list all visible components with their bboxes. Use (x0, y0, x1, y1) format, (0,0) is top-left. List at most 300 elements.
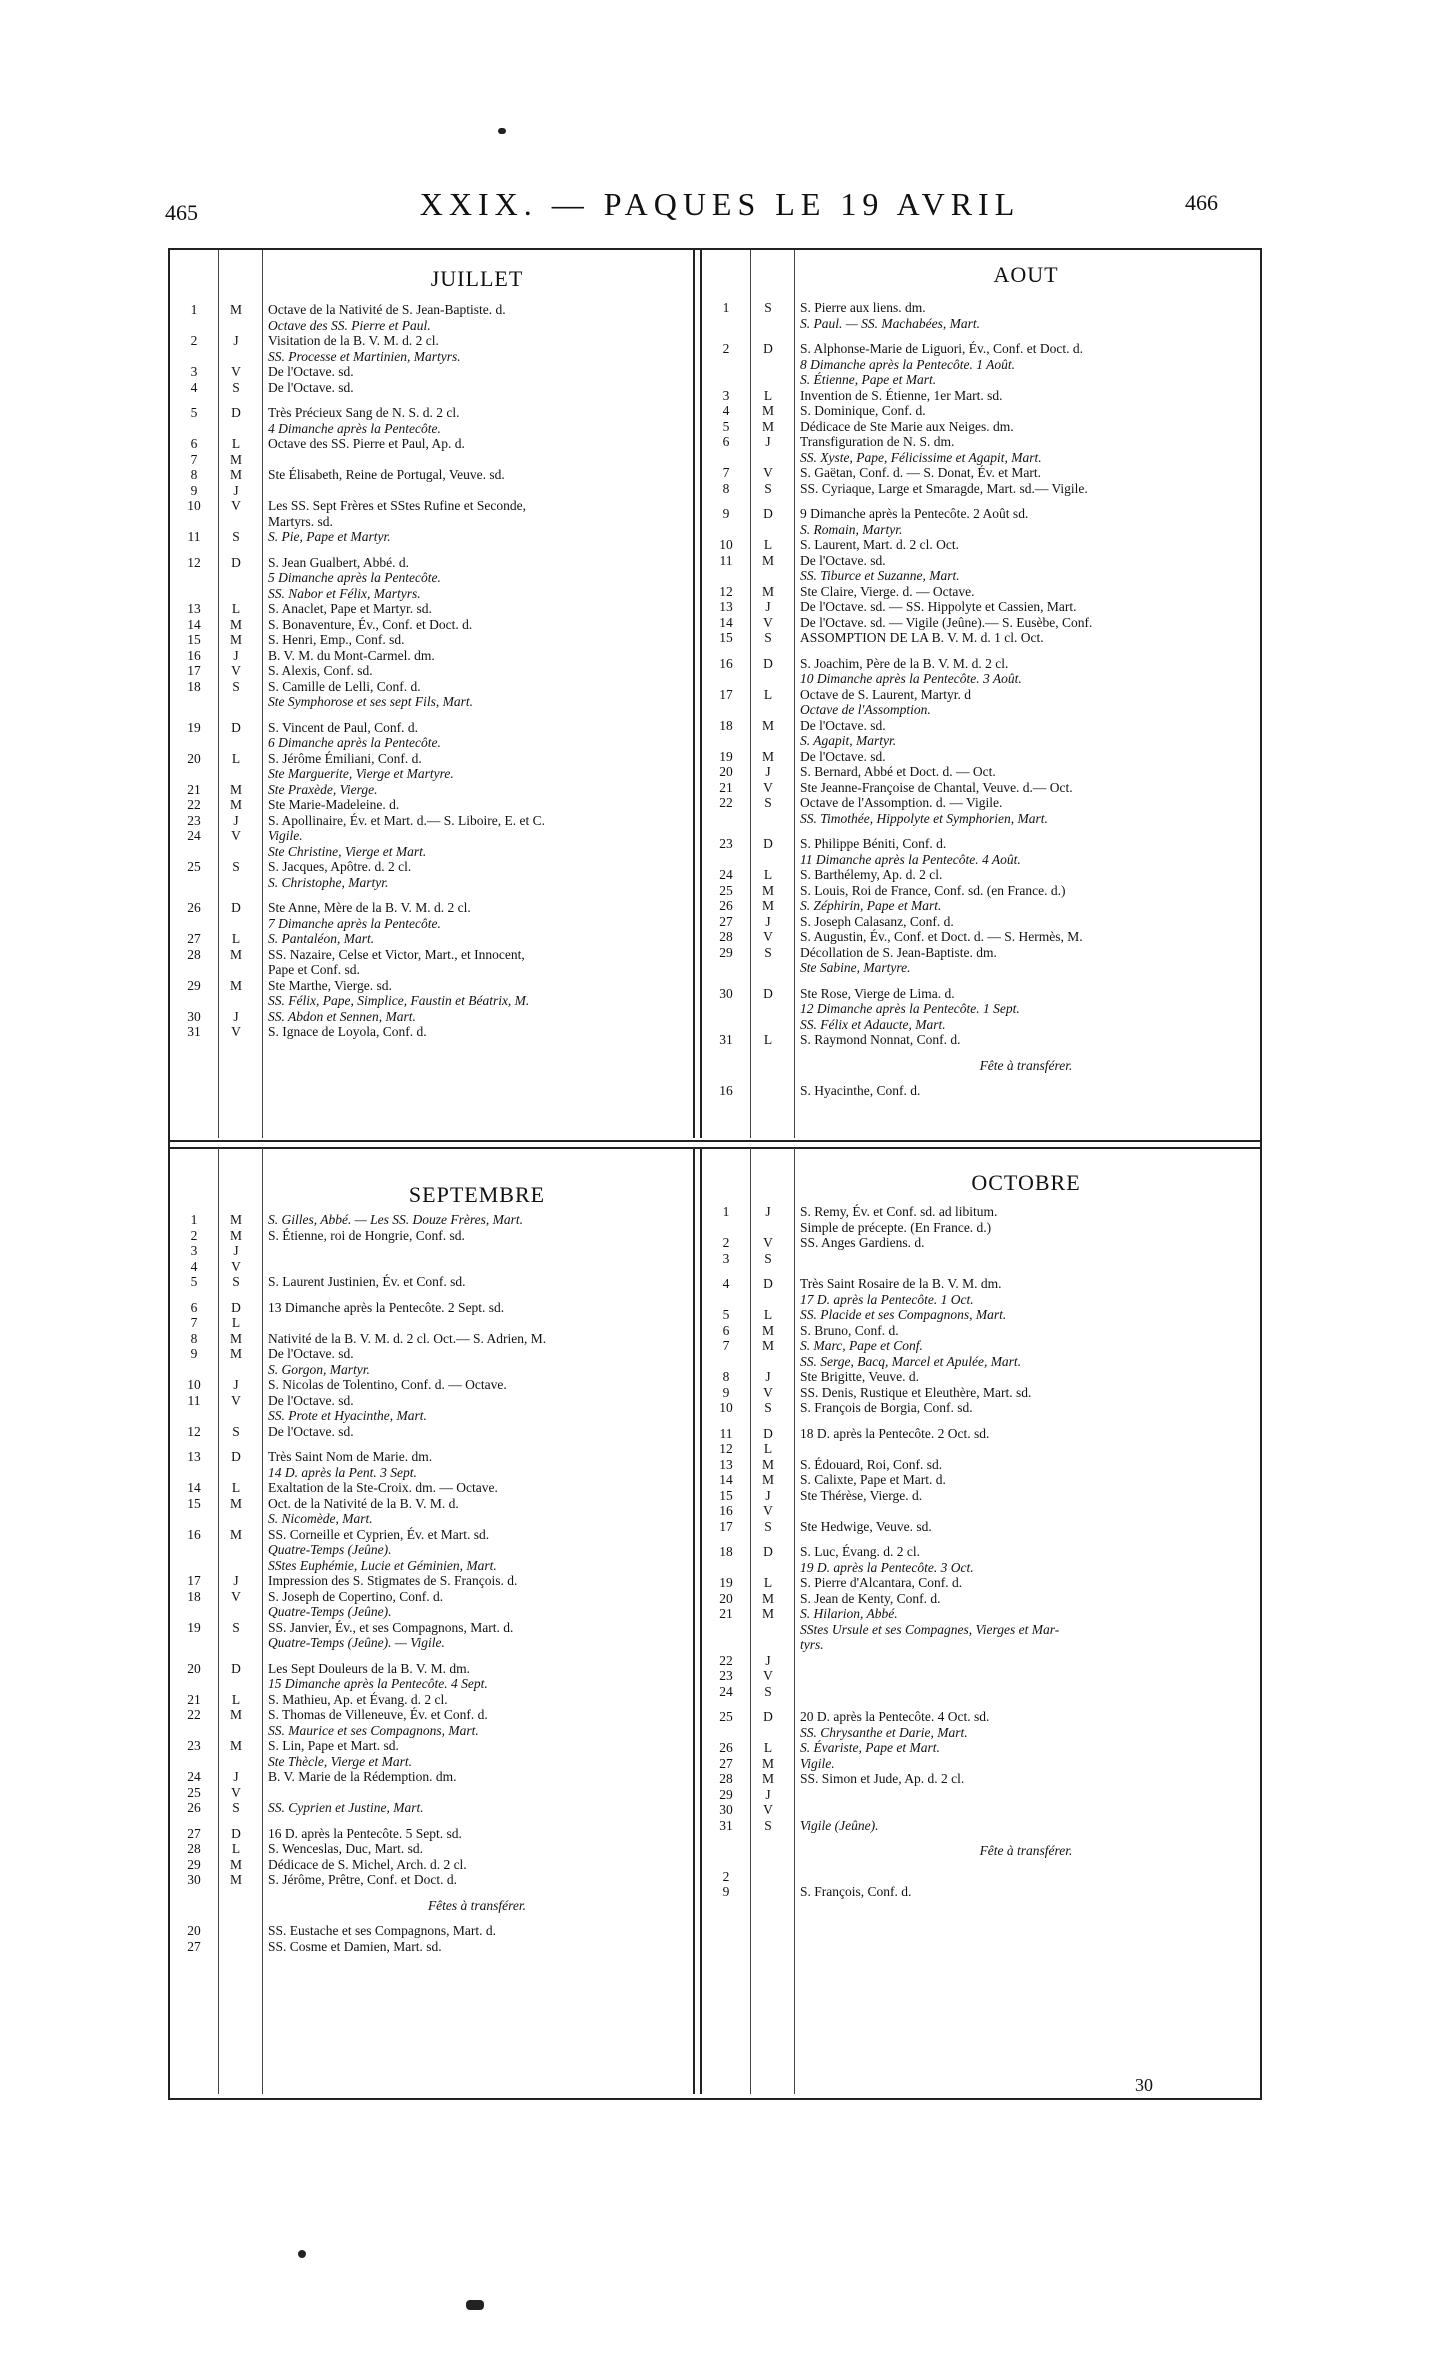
feast-text: S. Gilles, Abbé. — Les SS. Douze Frères, Mart. (268, 1212, 523, 1227)
day-number: 24 (719, 1683, 733, 1699)
left-page-number: 465 (165, 200, 198, 225)
weekday-letter (746, 450, 790, 466)
weekday-letter: M (229, 797, 242, 812)
calendar-entry (702, 718, 1258, 734)
calendar-entry (702, 1276, 1258, 1292)
calendar-entry (702, 986, 1258, 1002)
day-number: 27 (187, 931, 201, 946)
weekday-letter: V (231, 1024, 241, 1039)
day-number: 19 (187, 1619, 201, 1635)
weekday-letter: J (233, 1377, 239, 1392)
feast-text: SStes Euphémie, Lucie et Géminien, Mart. (268, 1557, 497, 1573)
weekday-letter: S (232, 1423, 240, 1439)
feast-text: 6 Dimanche après la Pentecôte. (268, 735, 441, 750)
month-title: SEPTEMBRE (408, 1182, 546, 1207)
weekday-letter: D (231, 719, 241, 735)
weekday-letter (746, 568, 790, 584)
feast-text: SS. Timothée, Hippolyte et Symphorien, Mart. (800, 810, 1048, 826)
row-spacer (702, 1073, 1258, 1083)
day-number (170, 1635, 214, 1651)
day-number: 14 (187, 1480, 201, 1495)
day-number: 16 (187, 647, 201, 663)
weekday-letter: D (763, 506, 773, 521)
feast-text: S. Camille de Lelli, Conf. d. (268, 678, 421, 694)
feast-text: Octave de l'Assomption. d. — Vigile. (800, 795, 1003, 810)
day-number: 20 (187, 1660, 201, 1676)
day-number: 7 (722, 465, 730, 480)
feast-text: Impression des S. Stigmates de S. François. d. (268, 1573, 518, 1588)
feast-text: Fête à transférer. (979, 1057, 1073, 1073)
row-spacer (702, 1699, 1258, 1709)
day-number: 20 (187, 750, 201, 766)
calendar-entry (702, 1709, 1258, 1725)
month-rows (702, 1204, 1258, 1900)
feast-text: Simple de précepte. (En France. d.) (800, 1219, 992, 1235)
feast-text: Octave de l'Assomption. (800, 702, 931, 717)
feast-text: Vigile. (268, 828, 303, 843)
calendar-entry (170, 648, 692, 664)
feast-text: Oct. de la Nativité de la B. V. M. d. (268, 1495, 459, 1511)
day-number: 18 (187, 678, 201, 694)
calendar-entry (702, 1544, 1258, 1560)
feast-text: Décollation de S. Jean-Baptiste. dm. (800, 944, 997, 960)
day-number: 8 (722, 480, 730, 496)
weekday-letter: M (761, 717, 774, 733)
calendar-entry (702, 434, 1258, 450)
calendar-entry (702, 1472, 1258, 1488)
day-number: 25 (719, 882, 733, 898)
calendar-entry (702, 1519, 1258, 1535)
day-number: 3 (190, 364, 198, 379)
calendar-entry (702, 1032, 1258, 1048)
feast-text: S. Étienne, roi de Hongrie, Conf. sd. (268, 1227, 465, 1243)
row-spacer (170, 1290, 692, 1300)
day-number: 1 (722, 1204, 730, 1219)
row-spacer (702, 1833, 1258, 1843)
feast-text: Vigile (Jeûne). (800, 1817, 879, 1833)
weekday-letter (214, 993, 258, 1009)
weekday-letter: L (231, 436, 241, 451)
day-number (170, 1754, 214, 1770)
day-number: 30 (187, 1008, 201, 1024)
calendar-entry (702, 883, 1258, 899)
day-number (170, 875, 214, 891)
feast-text: S. Bernard, Abbé et Doct. d. — Oct. (800, 764, 996, 779)
month-title: JUILLET (430, 266, 524, 291)
day-number (702, 702, 746, 718)
feast-text: S. Évariste, Pape et Mart. (800, 1740, 940, 1755)
feast-text: S. Marc, Pape et Conf. (800, 1338, 923, 1353)
feast-text: Octave des SS. Pierre et Paul. (268, 317, 431, 333)
calendar-entry (702, 1204, 1258, 1220)
feast-text: S. Dominique, Conf. d. (800, 403, 926, 418)
feast-text: Ste Praxède, Vierge. (268, 781, 378, 797)
calendar-entry (170, 1377, 692, 1393)
calendar-entry (702, 1560, 1258, 1576)
calendar-entry (702, 836, 1258, 852)
day-number: 18 (719, 717, 733, 733)
calendar-entry (702, 1235, 1258, 1251)
calendar-entry (702, 450, 1258, 466)
calendar-entry (702, 749, 1258, 765)
calendar-entry (702, 1503, 1258, 1519)
feast-text: S. Pie, Pape et Martyr. (268, 529, 391, 544)
day-number: 10 (719, 537, 733, 552)
day-number (702, 522, 746, 538)
calendar-entry (170, 1857, 692, 1873)
weekday-letter: M (229, 1346, 242, 1361)
weekday-letter: M (229, 1856, 242, 1872)
day-number: 19 (719, 1575, 733, 1590)
day-number: 7 (190, 451, 198, 467)
feast-text: De l'Octave. sd. (268, 1392, 354, 1408)
month-panel-aout (702, 250, 1258, 1138)
weekday-letter: S (232, 678, 240, 694)
feast-text: Ste Christine, Vierge et Mart. (268, 843, 427, 859)
day-number (170, 1465, 214, 1481)
calendar-entry (702, 764, 1258, 780)
day-number (702, 1058, 746, 1074)
feast-text: S. Jérôme, Prêtre, Conf. et Doct. d. (268, 1872, 457, 1887)
calendar-entry (170, 1558, 692, 1574)
calendar-entry (702, 1083, 1258, 1099)
feast-text: Ste Claire, Vierge. d. — Octave. (800, 583, 975, 599)
calendar-entry (170, 1589, 692, 1605)
feast-text: Quatre-Temps (Jeûne). — Vigile. (268, 1635, 445, 1650)
calendar-entry (702, 1622, 1258, 1638)
feast-text: Les Sept Douleurs de la B. V. M. dm. (268, 1660, 470, 1676)
weekday-letter: V (763, 1235, 773, 1250)
weekday-letter (746, 702, 790, 718)
weekday-letter (746, 1725, 790, 1741)
day-number: 24 (719, 867, 733, 882)
weekday-letter: V (763, 1668, 773, 1683)
weekday-letter: S (232, 1274, 240, 1289)
day-number: 8 (722, 1369, 730, 1384)
day-number: 5 (722, 418, 730, 434)
day-number (702, 372, 746, 388)
calendar-entry (702, 1307, 1258, 1323)
feast-text: 20 D. après la Pentecôte. 4 Oct. sd. (800, 1709, 990, 1724)
calendar-entry (702, 1575, 1258, 1591)
day-number: 26 (719, 1740, 733, 1755)
day-number (170, 570, 214, 586)
calendar-entry (170, 1826, 692, 1842)
day-number: 6 (722, 434, 730, 449)
weekday-letter: M (229, 302, 242, 317)
feast-text: 12 Dimanche après la Pentecôte. 1 Sept. (800, 1001, 1020, 1016)
calendar-entry (170, 978, 692, 994)
feast-text: S. Nicolas de Tolentino, Conf. d. — Octave. (268, 1377, 507, 1392)
day-number (702, 1354, 746, 1370)
weekday-letter: J (765, 1487, 771, 1503)
right-page-number: 466 (1185, 190, 1218, 215)
day-number: 20 (187, 1923, 201, 1938)
weekday-letter (746, 1869, 790, 1885)
day-number: 23 (719, 836, 733, 851)
calendar-entry (702, 960, 1258, 976)
calendar-entry (702, 1869, 1258, 1885)
weekday-letter (214, 766, 258, 782)
weekday-letter (746, 1354, 790, 1370)
weekday-letter: L (763, 867, 773, 882)
day-number (170, 844, 214, 860)
feast-text: SS. Tiburce et Suzanne, Mart. (800, 568, 960, 583)
row-spacer (170, 1816, 692, 1826)
weekday-letter (214, 1511, 258, 1527)
weekday-letter: S (232, 1619, 240, 1635)
day-number: 26 (719, 898, 733, 913)
feast-text: S. Pierre aux liens. dm. (800, 300, 926, 315)
day-number: 23 (719, 1668, 733, 1683)
weekday-letter: M (229, 616, 242, 632)
day-number: 20 (719, 1590, 733, 1606)
feast-text: S. Augustin, Év., Conf. et Doct. d. — S. Hermès, M. (800, 929, 1083, 944)
weekday-letter: J (233, 482, 239, 498)
calendar-entry (702, 506, 1258, 522)
calendar-entry (170, 1511, 692, 1527)
calendar-entry (170, 586, 692, 602)
weekday-letter (214, 844, 258, 860)
day-number (170, 1362, 214, 1378)
calendar-entry (170, 467, 692, 483)
feast-text: 11 Dimanche après la Pentecôte. 4 Août. (800, 851, 1021, 867)
day-number: 18 (719, 1544, 733, 1559)
calendar-entry (702, 481, 1258, 497)
day-number: 29 (719, 944, 733, 960)
row-spacer (702, 1416, 1258, 1426)
feast-text: S. Remy, Év. et Conf. sd. ad libitum. (800, 1204, 998, 1219)
weekday-letter (214, 1898, 258, 1914)
calendar-entry (702, 1385, 1258, 1401)
day-number (170, 1408, 214, 1424)
weekday-letter: L (231, 931, 241, 946)
weekday-letter: J (233, 1008, 239, 1024)
day-number (702, 1017, 746, 1033)
calendar-entry (702, 630, 1258, 646)
page-header-title: XXIX. — PAQUES LE 19 AVRIL (419, 186, 1021, 222)
feast-text: Visitation de la B. V. M. d. 2 cl. (268, 333, 439, 348)
calendar-entry (170, 1496, 692, 1512)
calendar-entry (702, 388, 1258, 404)
day-number: 6 (190, 1299, 198, 1315)
day-number: 22 (187, 797, 201, 812)
feast-text: 8 Dimanche après la Pentecôte. 1 Août. (800, 356, 1015, 372)
calendar-entry (170, 1542, 692, 1558)
day-number: 30 (187, 1872, 201, 1887)
calendar-entry (702, 1400, 1258, 1416)
feast-text: ASSOMPTION DE LA B. V. M. d. 1 cl. Oct. (800, 630, 1044, 645)
day-number: 2 (722, 341, 730, 356)
feast-text: SStes Ursule et ses Compagnes, Vierges et Mar- (800, 1621, 1060, 1637)
weekday-letter: M (761, 1338, 774, 1353)
feast-text: S. Alexis, Conf. sd. (268, 663, 373, 678)
feast-text: S. Hyacinthe, Conf. d. (800, 1083, 921, 1098)
calendar-entry (702, 1426, 1258, 1442)
day-number: 9 (190, 482, 198, 498)
feast-text: Ste Thècle, Vierge et Mart. (268, 1753, 412, 1769)
day-number: 1 (190, 1212, 198, 1227)
day-number (170, 1723, 214, 1739)
feast-text: S. Philippe Béniti, Conf. d. (800, 836, 947, 851)
day-number: 27 (719, 1755, 733, 1771)
feast-text: Dédicace de S. Michel, Arch. d. 2 cl. (268, 1856, 467, 1872)
row-spacer (170, 395, 692, 405)
feast-text: Fêtes à transférer. (427, 1897, 527, 1913)
month-rows (170, 302, 692, 1040)
feast-text: Octave de S. Laurent, Martyr. d (800, 686, 971, 702)
weekday-letter (746, 852, 790, 868)
weekday-letter (746, 372, 790, 388)
calendar-entry (702, 537, 1258, 553)
weekday-letter (746, 1220, 790, 1236)
day-number: 12 (187, 1423, 201, 1439)
calendar-entry (170, 1604, 692, 1620)
day-number: 11 (719, 552, 733, 568)
weekday-letter (746, 1001, 790, 1017)
day-number (702, 1637, 746, 1653)
feast-text: Martyrs. sd. (268, 513, 333, 529)
day-number: 9 (190, 1346, 198, 1361)
feast-text: Les SS. Sept Frères et SStes Rufine et Seconde, (268, 498, 526, 513)
day-number (702, 1560, 746, 1576)
weekday-letter (746, 316, 790, 332)
day-number: 10 (187, 498, 201, 513)
day-number (170, 1542, 214, 1558)
weekday-letter (214, 735, 258, 751)
day-number: 16 (719, 1083, 733, 1098)
row-spacer (702, 646, 1258, 656)
day-number: 15 (187, 1495, 201, 1511)
day-number: 7 (190, 1315, 198, 1330)
weekday-letter (214, 1923, 258, 1939)
calendar-entry (702, 465, 1258, 481)
feast-text: SS. Prote et Hyacinthe, Mart. (268, 1408, 427, 1423)
row-spacer (170, 1913, 692, 1923)
day-number (702, 1292, 746, 1308)
day-number (702, 1843, 746, 1859)
row-spacer (702, 1048, 1258, 1058)
weekday-letter: S (232, 1800, 240, 1815)
vertical-double-rule-top (693, 250, 702, 1138)
calendar-entry (170, 766, 692, 782)
calendar-entry (702, 702, 1258, 718)
calendar-entry (170, 555, 692, 571)
weekday-letter: J (233, 333, 239, 348)
day-number: 13 (187, 601, 201, 616)
day-number: 12 (719, 583, 733, 599)
weekday-letter (746, 357, 790, 373)
calendar-entry (170, 1009, 692, 1025)
weekday-letter: M (229, 977, 242, 993)
day-number: 28 (719, 929, 733, 944)
day-number: 16 (719, 655, 733, 671)
calendar-entry (702, 1058, 1258, 1074)
month-rows (702, 300, 1258, 1099)
row-spacer (170, 890, 692, 900)
weekday-letter: D (763, 1276, 773, 1291)
feast-text: De l'Octave. sd. (268, 1346, 354, 1361)
calendar-entry (170, 601, 692, 617)
weekday-letter: S (764, 480, 772, 496)
calendar-entry (170, 931, 692, 947)
calendar-entry (170, 828, 692, 844)
calendar-entry (702, 1684, 1258, 1700)
calendar-entry (702, 615, 1258, 631)
feast-text (258, 483, 692, 499)
day-number (702, 568, 746, 584)
calendar-entry (702, 867, 1258, 883)
calendar-entry (170, 452, 692, 468)
feast-text: 17 D. après la Pentecôte. 1 Oct. (800, 1291, 974, 1307)
weekday-letter (214, 586, 258, 602)
feast-text: S. Bonaventure, Év., Conf. et Doct. d. (268, 616, 473, 632)
calendar-entry (170, 1872, 692, 1888)
day-number: 22 (719, 795, 733, 810)
feast-text: Quatre-Temps (Jeûne). (268, 1604, 392, 1619)
calendar-entry (702, 341, 1258, 357)
weekday-letter: M (761, 1771, 774, 1786)
feast-text: S. Lin, Pape et Mart. sd. (268, 1738, 399, 1753)
weekday-letter: M (761, 1472, 774, 1487)
weekday-letter: D (231, 554, 241, 570)
calendar-entry (702, 1653, 1258, 1669)
feast-text: Ste Thérèse, Vierge. d. (800, 1487, 923, 1503)
feast-text: Transfiguration de N. S. dm. (800, 434, 955, 449)
calendar-entry (170, 302, 692, 318)
calendar-entry (702, 1369, 1258, 1385)
weekday-letter: S (764, 795, 772, 810)
day-number: 3 (190, 1243, 198, 1258)
weekday-letter: J (233, 1769, 239, 1784)
day-number (170, 514, 214, 530)
calendar-entry (702, 553, 1258, 569)
feast-text: SS. Simon et Jude, Ap. d. 2 cl. (800, 1771, 965, 1786)
day-number: 18 (187, 1588, 201, 1604)
day-number (170, 916, 214, 932)
day-number: 29 (187, 1856, 201, 1872)
feast-text: S. Christophe, Martyr. (268, 874, 389, 890)
day-number (702, 960, 746, 976)
day-number: 1 (722, 300, 730, 315)
feast-text: De l'Octave. sd. (800, 748, 886, 764)
day-number (170, 766, 214, 782)
day-number: 3 (722, 1250, 730, 1266)
vertical-double-rule-bottom (693, 1148, 702, 2094)
day-number: 15 (719, 630, 733, 645)
calendar-entry (170, 1769, 692, 1785)
calendar-entry (702, 898, 1258, 914)
feast-text: S. Pantaléon, Mart. (268, 931, 375, 946)
day-number: 31 (719, 1032, 733, 1047)
weekday-letter (214, 421, 258, 437)
calendar-entry (702, 584, 1258, 600)
weekday-letter: M (761, 583, 774, 599)
feast-text: S. François, Conf. d. (800, 1884, 912, 1899)
feast-text: S. Jean Gualbert, Abbé. d. (268, 554, 409, 570)
calendar-entry (702, 1441, 1258, 1457)
calendar-entry (702, 300, 1258, 316)
weekday-letter: D (231, 1299, 241, 1315)
calendar-entry (702, 1457, 1258, 1473)
feast-text: SS. Chrysanthe et Darie, Mart. (800, 1724, 968, 1740)
month-panel-septembre (170, 1148, 692, 2094)
day-number: 27 (719, 913, 733, 929)
weekday-letter: M (229, 1526, 242, 1542)
weekday-letter: V (763, 1503, 773, 1518)
calendar-entry (170, 875, 692, 891)
calendar-entry (702, 1843, 1258, 1859)
